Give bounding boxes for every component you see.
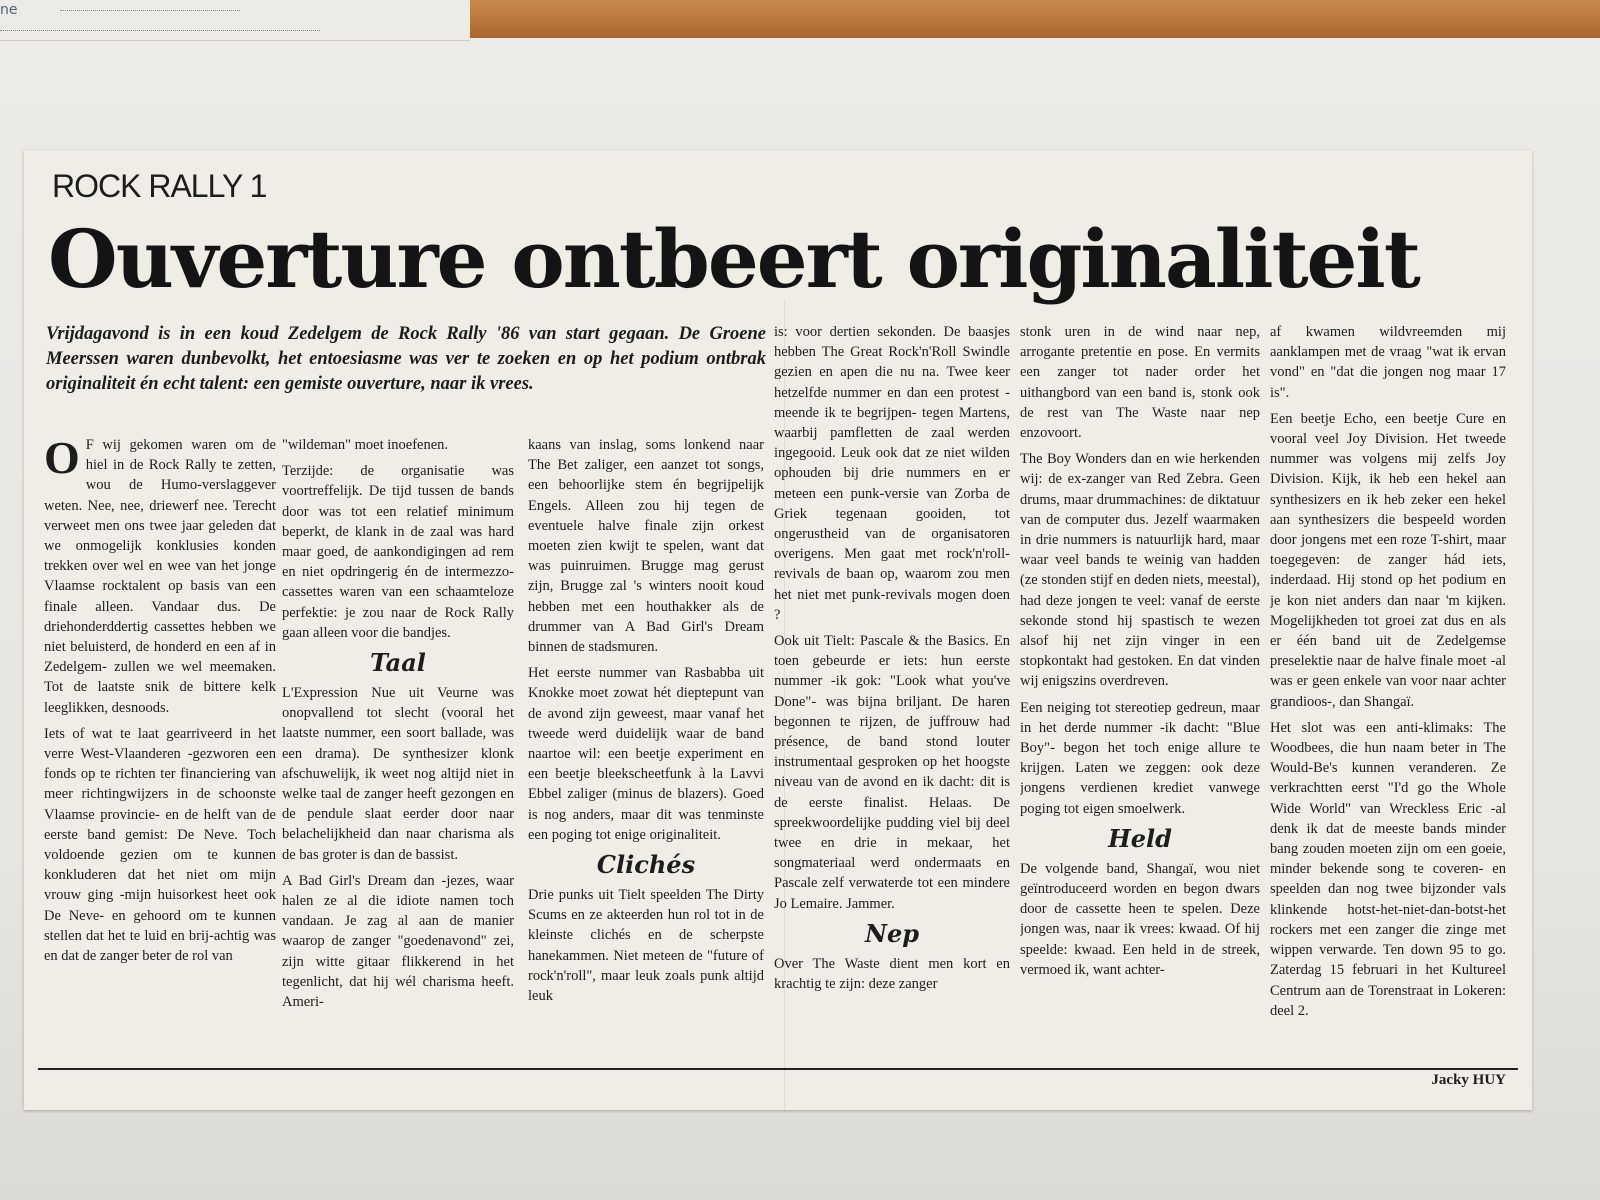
paragraph: Iets of wat te laat gearriveerd in het verre West-Vlaanderen -gezworen een fonds op te richten ter financiering van meer richtingwijzers in de schoonste Vlaamse provincie- en de helft van de eerste band gemist: De Neve. Toch voldoende gezien om te kunnen konkluderen dat het niet om mijn vrouw ging -mijn huisorkest heet ook De Neve- en gehoord om te kunnen stellen dat het te luid en brij-achtig was en dat de zanger beter de rol van <box>44 725 276 965</box>
column-2 <box>282 435 514 1105</box>
top-paper-note <box>0 0 470 41</box>
byline: Jacky HUY <box>1431 1072 1506 1088</box>
paragraph: stonk uren in de wind naar nep, arrogante pretentie en pose. En vermits een zanger tot nader order het uithangbord van een band is, stonk ook de rest van The Waste naar nep enzovoort. <box>1020 324 1260 442</box>
paragraph: af kwamen wildvreemden mij aanklampen met de vraag "wat ik ervan vond" en "dat die jongen nog maar 17 is". <box>1270 324 1506 401</box>
section-kicker: ROCK RALLY 1 <box>52 168 267 204</box>
column-4 <box>774 322 1010 1102</box>
paragraph: A Bad Girl's Dream dan -jezes, waar halen ze al die idiote namen toch vandaan. Je zag al aan de manier waarop de zanger "goedenavond" zei, zijn witte gitaar flikkerend in het tegenlicht, dat hij wél charisma heeft. Ameri- <box>282 872 514 1011</box>
lede-paragraph: Vrijdagavond is in een koud Zedelgem de Rock Rally '86 van start gegaan. De Groene Meerssen waren dunbevolkt, het entoesiasme was ver te zoeken en op het podium ontbrak originaliteit én echt talent: een gemiste ouverture, naar ik vrees. <box>46 324 766 394</box>
paragraph: Het slot was een anti-klimaks: The Woodbees, die hun naam beter in The Would-Be's kunnen veranderen. Ze verkrachtten eerst "I'd go the Whole Wide World" van Wreckless Eric -al denk ik dat de meeste bands minder bang zouden moeten zijn om een goeie, minder bekende song te coveren- en speelden dan nog twee bijzonder vals klinkende hotst-het-niet-dan-botst-het rockers met een zanger die zinge met wippen verwarde. Ten down 95 to go. Zaterdag 15 februari in het Kultureel Centrum aan de Torenstraat in Lokeren: deel 2. <box>1270 719 1506 1019</box>
newspaper-clipping <box>24 150 1532 1110</box>
paragraph: is: voor dertien sekonden. De baasjes hebben The Great Rock'n'Roll Swindle gezien en apen die nu na. Twee keer hetzelfde nummer en dan een protest -meende ik te begrijpen- tegen Martens, waarbij pamfletten de zaal werden ingegooid. Leuk ook dat ze niet wilden ophouden bij drie nummers en er meteen een punk-versie van Zorba de Griek tegenaan gooiden, tot ongerustheid van de organisatoren overigens. Men gaat met rock'n'roll-revivals de baan op, waarom zou men het niet met punk-revivals mogen doen ? <box>774 324 1010 623</box>
column-6 <box>1270 322 1506 1102</box>
paragraph: Een neiging tot stereotiep gedreun, maar in het derde nummer -ik dacht: "Blue Boy"- begon het toch enige allure te krijgen. Laten we zeggen: ook deze jongens verdienen krediet vanwege poging tot eigen smoelwerk. <box>1020 699 1260 817</box>
column-5 <box>1020 322 1260 1102</box>
subheading-cliches: Clichés <box>596 850 696 880</box>
paragraph: Drie punks uit Tielt speelden The Dirty Scums en ze akteerden hun rol tot in de kleinste clichés en de scherpste hanekammen. Niet meteen de "future of rock'n'roll", maar leuk zoals punk altijd leuk <box>528 887 764 1005</box>
subheading-taal: Taal <box>370 648 426 678</box>
paragraph: De volgende band, Shangaï, wou niet geïntroduceerd worden en begon dwars door de cassette heen te spelen. Deze jongen was, naar ik vrees: kwaad. Of hij speelde: kwaad. Een held in de streek, vermoed ik, want achter- <box>1020 860 1260 978</box>
wooden-surface <box>470 0 1600 38</box>
paragraph: The Boy Wonders dan en wie herkenden wij: de ex-zanger van Red Zebra. Geen drums, maar drummachines: de diktatuur van de computer dus. Jezelf waarmaken in drie nummers is natuurlijk hard, maar waar veel bands te weinig van hadden (ze stonden stijf en deden niets, meestal), had deze jongen te veel: vanaf de eerste sekonde stond hij spastisch te wezen alsof hij net zijn vinger in een stopkontakt had gestoken. En dat vinden wij enigszins overdreven. <box>1020 451 1260 690</box>
dotted-line <box>60 10 240 11</box>
paragraph: Ook uit Tielt: Pascale & the Basics. En toen gebeurde er iets: hun eerste nummer -ik gok: "Look what you've Done"- was bijna briljant. De haren begonnen te rijzen, de juffrouw had présence, de band stond louter instrumentaal gesproken op het hoogste niveau van de avond en ik dacht: dit is de eerste finalist. Helaas. De spreekwoordelijke pudding viel bij deel twee en drie in mekaar, het songmateriaal werd ondermaats en Pascale zelf verwaterde tot een mindere Jo Lemaire. Jammer. <box>774 633 1010 912</box>
paragraph: Terzijde: de organisatie was voortreffelijk. De tijd tussen de bands door was tot een relatief minimum beperkt, de klank in de zaal was hard maar goed, de aankondigingen ad rem en niet opdringerig én de intermezzo-cassettes waren van een schaamteloze perfektie: je zou naar de Rock Rally gaan alleen voor die bandjes. <box>282 463 514 641</box>
paragraph: Een beetje Echo, een beetje Cure en vooral veel Joy Division. Het tweede nummer was volgens mij zelfs Joy Division. Kijk, ik heb een hekel aan synthesizers en ik heb zeker een hekel aan synthesizers die bespeeld worden door jongens met een roze T-shirt, maar toegegeven: de zanger hád iets, inderdaad. Hij stond op het podium en je kon niet anders dan naar 'm kijken. Mogelijkheden tot groei zat dus en als er één band uit de Zedelgemse preselektie naar de halve finale moet -al was er geen enkele van voor naar achter grandioos-, dan Shangaï. <box>1270 410 1506 710</box>
paragraph: Over The Waste dient men kort en krachtig te zijn: deze zanger <box>774 955 1010 993</box>
paragraph: O F wij gekomen waren om de hiel in de Rock Rally te zetten, wou de Humo-verslaggever weten. Nee, nee, driewerf nee. Terecht verweet men ons twee jaar geleden dat we onmogelijk konklusies konden trekken over wel en wee van het jonge Vlaamse rocktalent op basis van een finale alleen. Vandaar dus. De driehonderddertig cassettes hebben we niet beluisterd, de honderd en een af in Zedelgem- zullen we wel meemaken. Tot de laatste snik de bittere kelk leeglikken, desnoods. <box>44 435 276 716</box>
column-3 <box>528 435 764 1105</box>
paragraph: L'Expression Nue uit Veurne was onopvallend tot slecht (vooral het laatste nummer, een soort ballade, was een drama). De synthesizer klonk afschuwelijk, ik weet nog altijd niet in welke taal de zanger heeft gezongen en de pendule slaat eerder door naar belachelijkheid dan naar charisma als de bas groter is dan de bassist. <box>282 685 514 863</box>
headline: Ouverture ontbeert originaliteit <box>48 212 1419 306</box>
bottom-rule <box>38 1068 1518 1070</box>
handwritten-scribble: ne <box>0 2 18 18</box>
column-1 <box>44 435 276 1105</box>
paragraph: "wildeman" moet inoefenen. <box>282 437 449 453</box>
paragraph: Het eerste nummer van Rasbabba uit Knokke moet zowat hét dieptepunt van de avond zijn geweest, maar vanaf het tweede werd duidelijk waar de band naartoe wil: een beetje experiment en een beetje bleekscheetfunk à la Lavvi Ebbel zaliger (minus de blazers). Goed is nog anders, maar dit was tenminste een poging tot enige originaliteit. <box>528 665 764 843</box>
subheading-held: Held <box>1108 823 1172 853</box>
dotted-line <box>0 30 320 31</box>
paragraph: kaans van inslag, soms lonkend naar The Bet zaliger, een aanzet tot songs, een behoorlijke stem én begrijpelijk Engels. Alleen zou hij tegen de eventuele halve finale zijn orkest moeten zien kwijt te spelen, want dat was puinruimen. Brugge mag gerust zijn, Brugge zal 's winters nooit koud hebben met een houthakker als de drummer van A Bad Girl's Dream binnen de stadsmuren. <box>528 437 764 656</box>
subheading-nep: Nep <box>865 918 919 948</box>
drop-cap: O <box>44 435 80 483</box>
